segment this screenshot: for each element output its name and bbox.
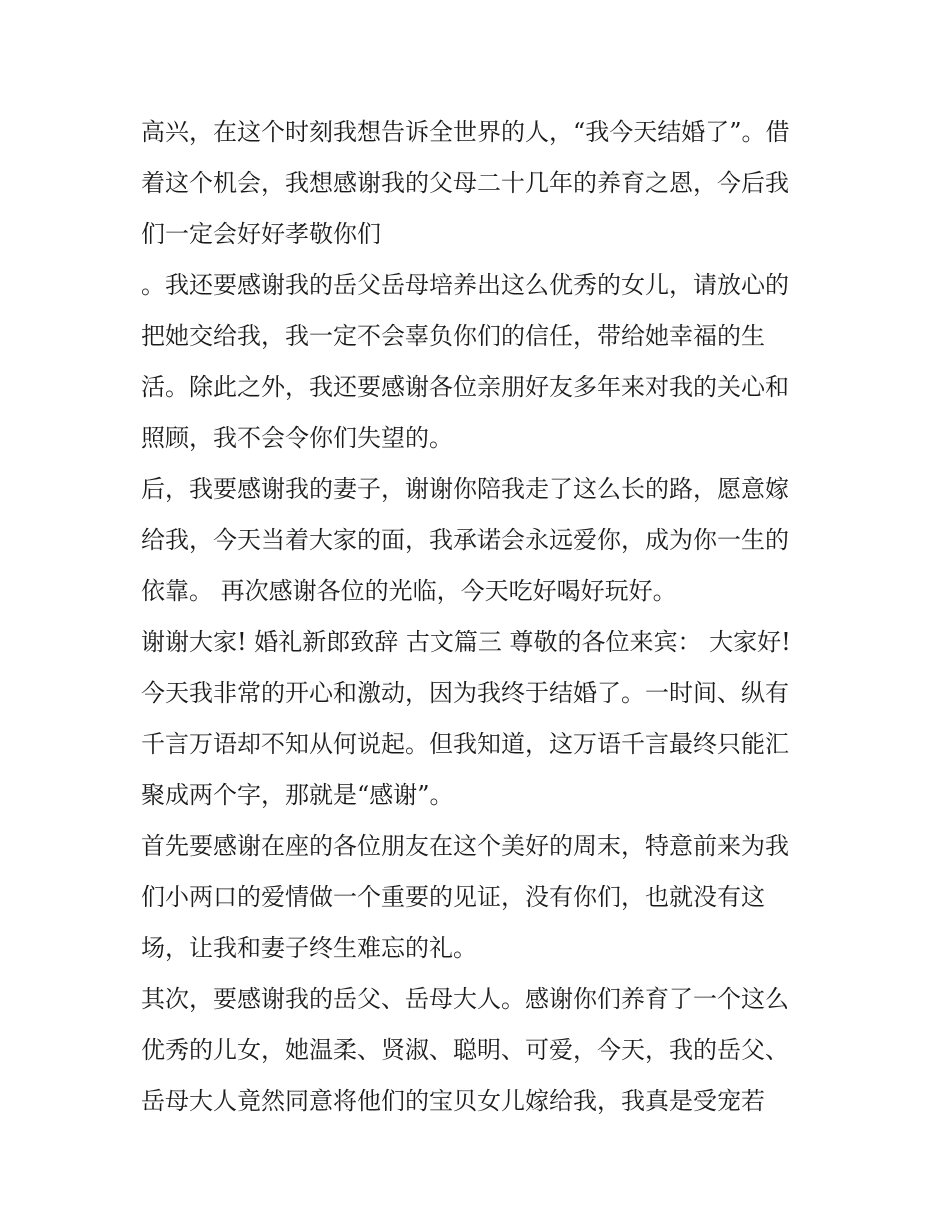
text-line: 照顾，我不会令你们失望的。	[141, 424, 453, 452]
text-line: 给我，今天当着大家的面，我承诺会永远爱你，成为你一生的	[141, 526, 789, 554]
text-line: 千言万语却不知从何说起。但我知道，这万语千言最终只能汇	[141, 730, 789, 758]
text-line: 高兴，在这个时刻我想告诉全世界的人，“我今天结婚了”。借	[141, 118, 790, 146]
text-line: 优秀的儿女，她温柔、贤淑、聪明、可爱，今天，我的岳父、	[141, 1036, 789, 1064]
text-line: 依靠。 再次感谢各位的光临，今天吃好喝好玩好。	[141, 577, 677, 605]
text-line: 谢谢大家! 婚礼新郎致辞 古文篇三 尊敬的各位来宾： 大家好!	[141, 628, 791, 656]
text-line: 把她交给我，我一定不会辜负你们的信任，带给她幸福的生	[141, 322, 765, 350]
text-line: 聚成两个字，那就是“感谢”。	[141, 781, 454, 809]
text-line: 。我还要感谢我的岳父岳母培养出这么优秀的女儿，请放心的	[141, 271, 789, 299]
text-line: 场，让我和妻子终生难忘的礼。	[141, 934, 477, 962]
text-line: 岳母大人竟然同意将他们的宝贝女儿嫁给我，我真是受宠若	[141, 1087, 765, 1115]
text-line: 们小两口的爱情做一个重要的见证，没有你们，也就没有这	[141, 883, 765, 911]
text-line: 今天我非常的开心和激动，因为我终于结婚了。一时间、纵有	[141, 679, 789, 707]
text-line: 其次，要感谢我的岳父、岳母大人。感谢你们养育了一个这么	[141, 985, 789, 1013]
text-line: 们一定会好好孝敬你们	[141, 220, 381, 248]
text-line: 着这个机会，我想感谢我的父母二十几年的养育之恩，今后我	[141, 169, 789, 197]
document-body	[141, 107, 821, 1127]
text-line: 活。除此之外，我还要感谢各位亲朋好友多年来对我的关心和	[141, 373, 789, 401]
text-line: 后，我要感谢我的妻子，谢谢你陪我走了这么长的路，愿意嫁	[141, 475, 789, 503]
text-line: 首先要感谢在座的各位朋友在这个美好的周末，特意前来为我	[141, 832, 789, 860]
